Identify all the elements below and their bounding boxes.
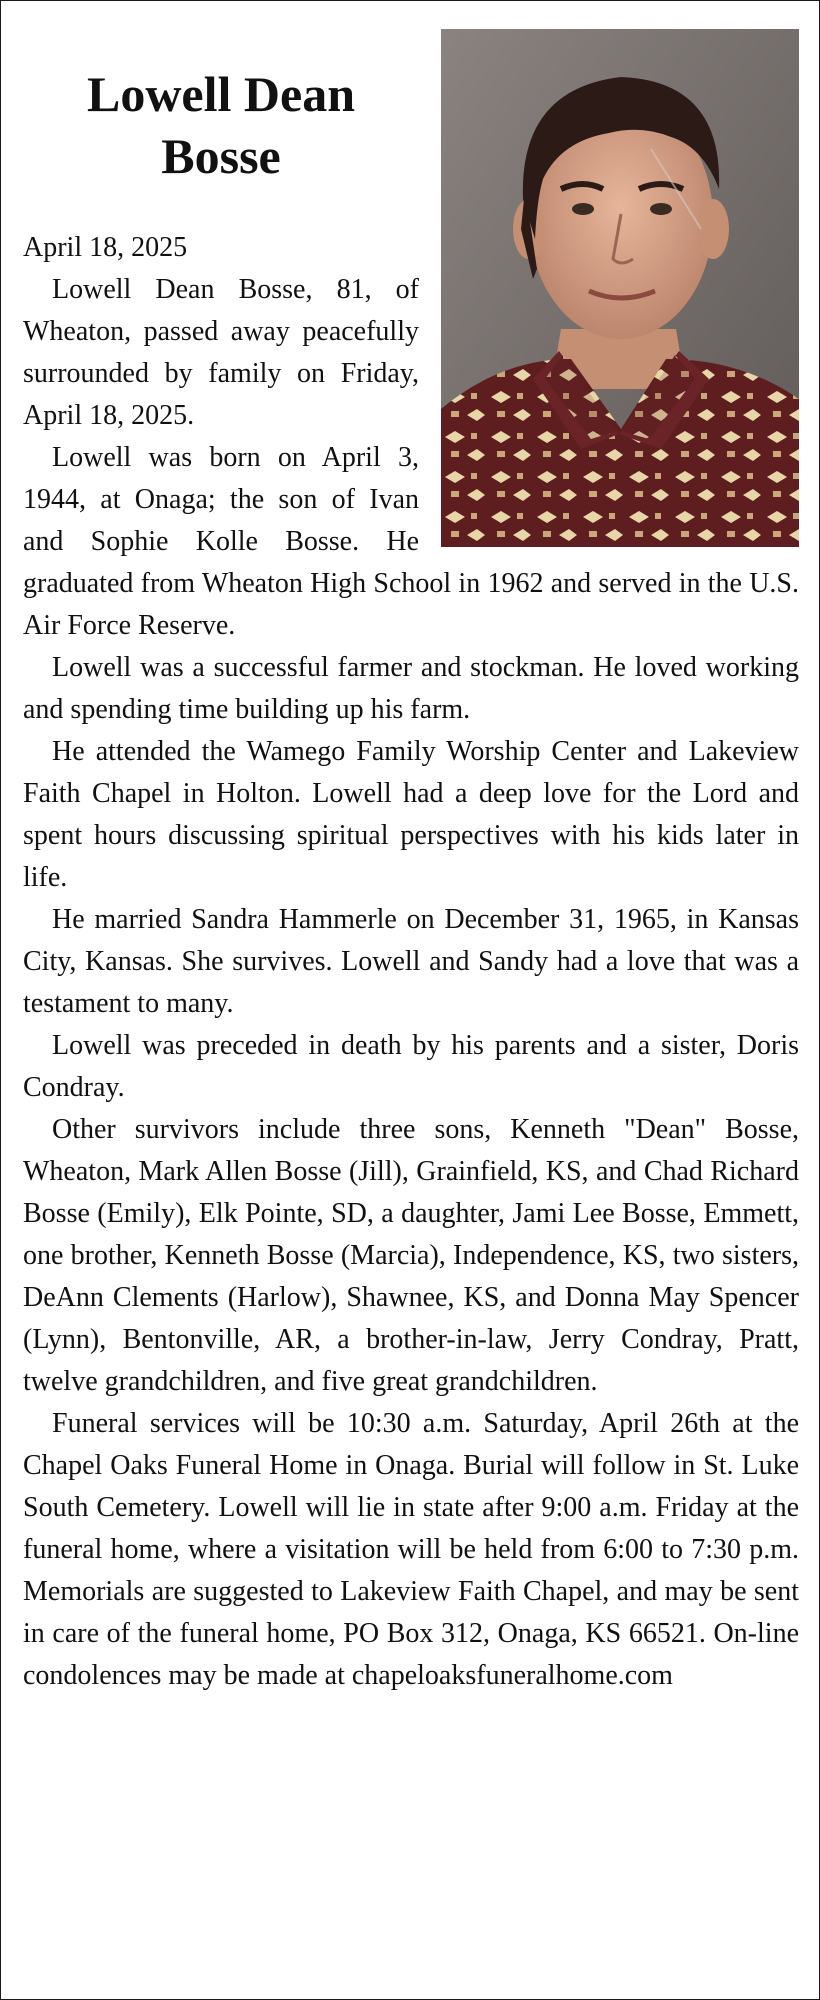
obituary-body	[23, 29, 799, 1697]
obituary-title	[23, 63, 419, 187]
paragraph-preceded: Lowell was preceded in death by his parents and a sister, Doris Condray.	[23, 1030, 799, 1103]
paragraph-marriage: He married Sandra Hammerle on December 31, 1965, in Kansas City, Kansas. She survives. Lowell and Sandy had a love that was a testament to many.	[23, 904, 799, 1019]
name-line-1: Lowell Dean	[86, 66, 356, 122]
paragraph-survivors: Other survivors include three sons, Kenneth "Dean" Bosse, Wheaton, Mark Allen Bosse (Jill), Grainfield, KS, and Chad Richard Bosse (Emily), Elk Pointe, SD, a daughter, Jami Lee Bosse, Emmett, one brother, Kenneth Bosse (Marcia), Independence, KS, two sisters, DeAnn Clements (Harlow), Shawnee, KS, and Donna May Spencer (Lynn), Bentonville, AR, a brother-in-law, Jerry Condray, Pratt, twelve grandchildren, and five great grandchildren.	[23, 1114, 799, 1397]
obituary-date: April 18, 2025	[23, 232, 188, 263]
paragraph-faith: He attended the Wamego Family Worship Center and Lakeview Faith Chapel in Holton. Lowell had a deep love for the Lord and spent hours discussing spiritual perspectives with his kids later in life.	[23, 736, 799, 893]
name-line-2: Bosse	[161, 128, 281, 184]
paragraph-birth: Lowell was born on April 3, 1944, at Onaga; the son of Ivan and Sophie Kolle Bosse. He graduated from Wheaton High School in 1962 and served in the U.S. Air Force Reserve.	[23, 442, 799, 641]
portrait-photo-drawing	[441, 29, 799, 547]
paragraph-services: Funeral services will be 10:30 a.m. Saturday, April 26th at the Chapel Oaks Funeral Home in Onaga. Burial will follow in St. Luke South Cemetery. Lowell will lie in state after 9:00 a.m. Friday at the funeral home, where a visitation will be held from 6:00 to 7:30 p.m. Memorials are suggested to Lakeview Faith Chapel, and may be sent in care of the funeral home, PO Box 312, Onaga, KS 66521. On-line condolences may be made at chapeloaksfuneralhome.com	[23, 1408, 799, 1691]
paragraph-career: Lowell was a successful farmer and stockman. He loved working and spending time building up his farm.	[23, 652, 799, 725]
portrait-photo	[441, 29, 799, 547]
paragraph-intro: Lowell Dean Bosse, 81, of Wheaton, passed away peacefully surrounded by family on Friday, April 18, 2025.	[23, 274, 419, 431]
